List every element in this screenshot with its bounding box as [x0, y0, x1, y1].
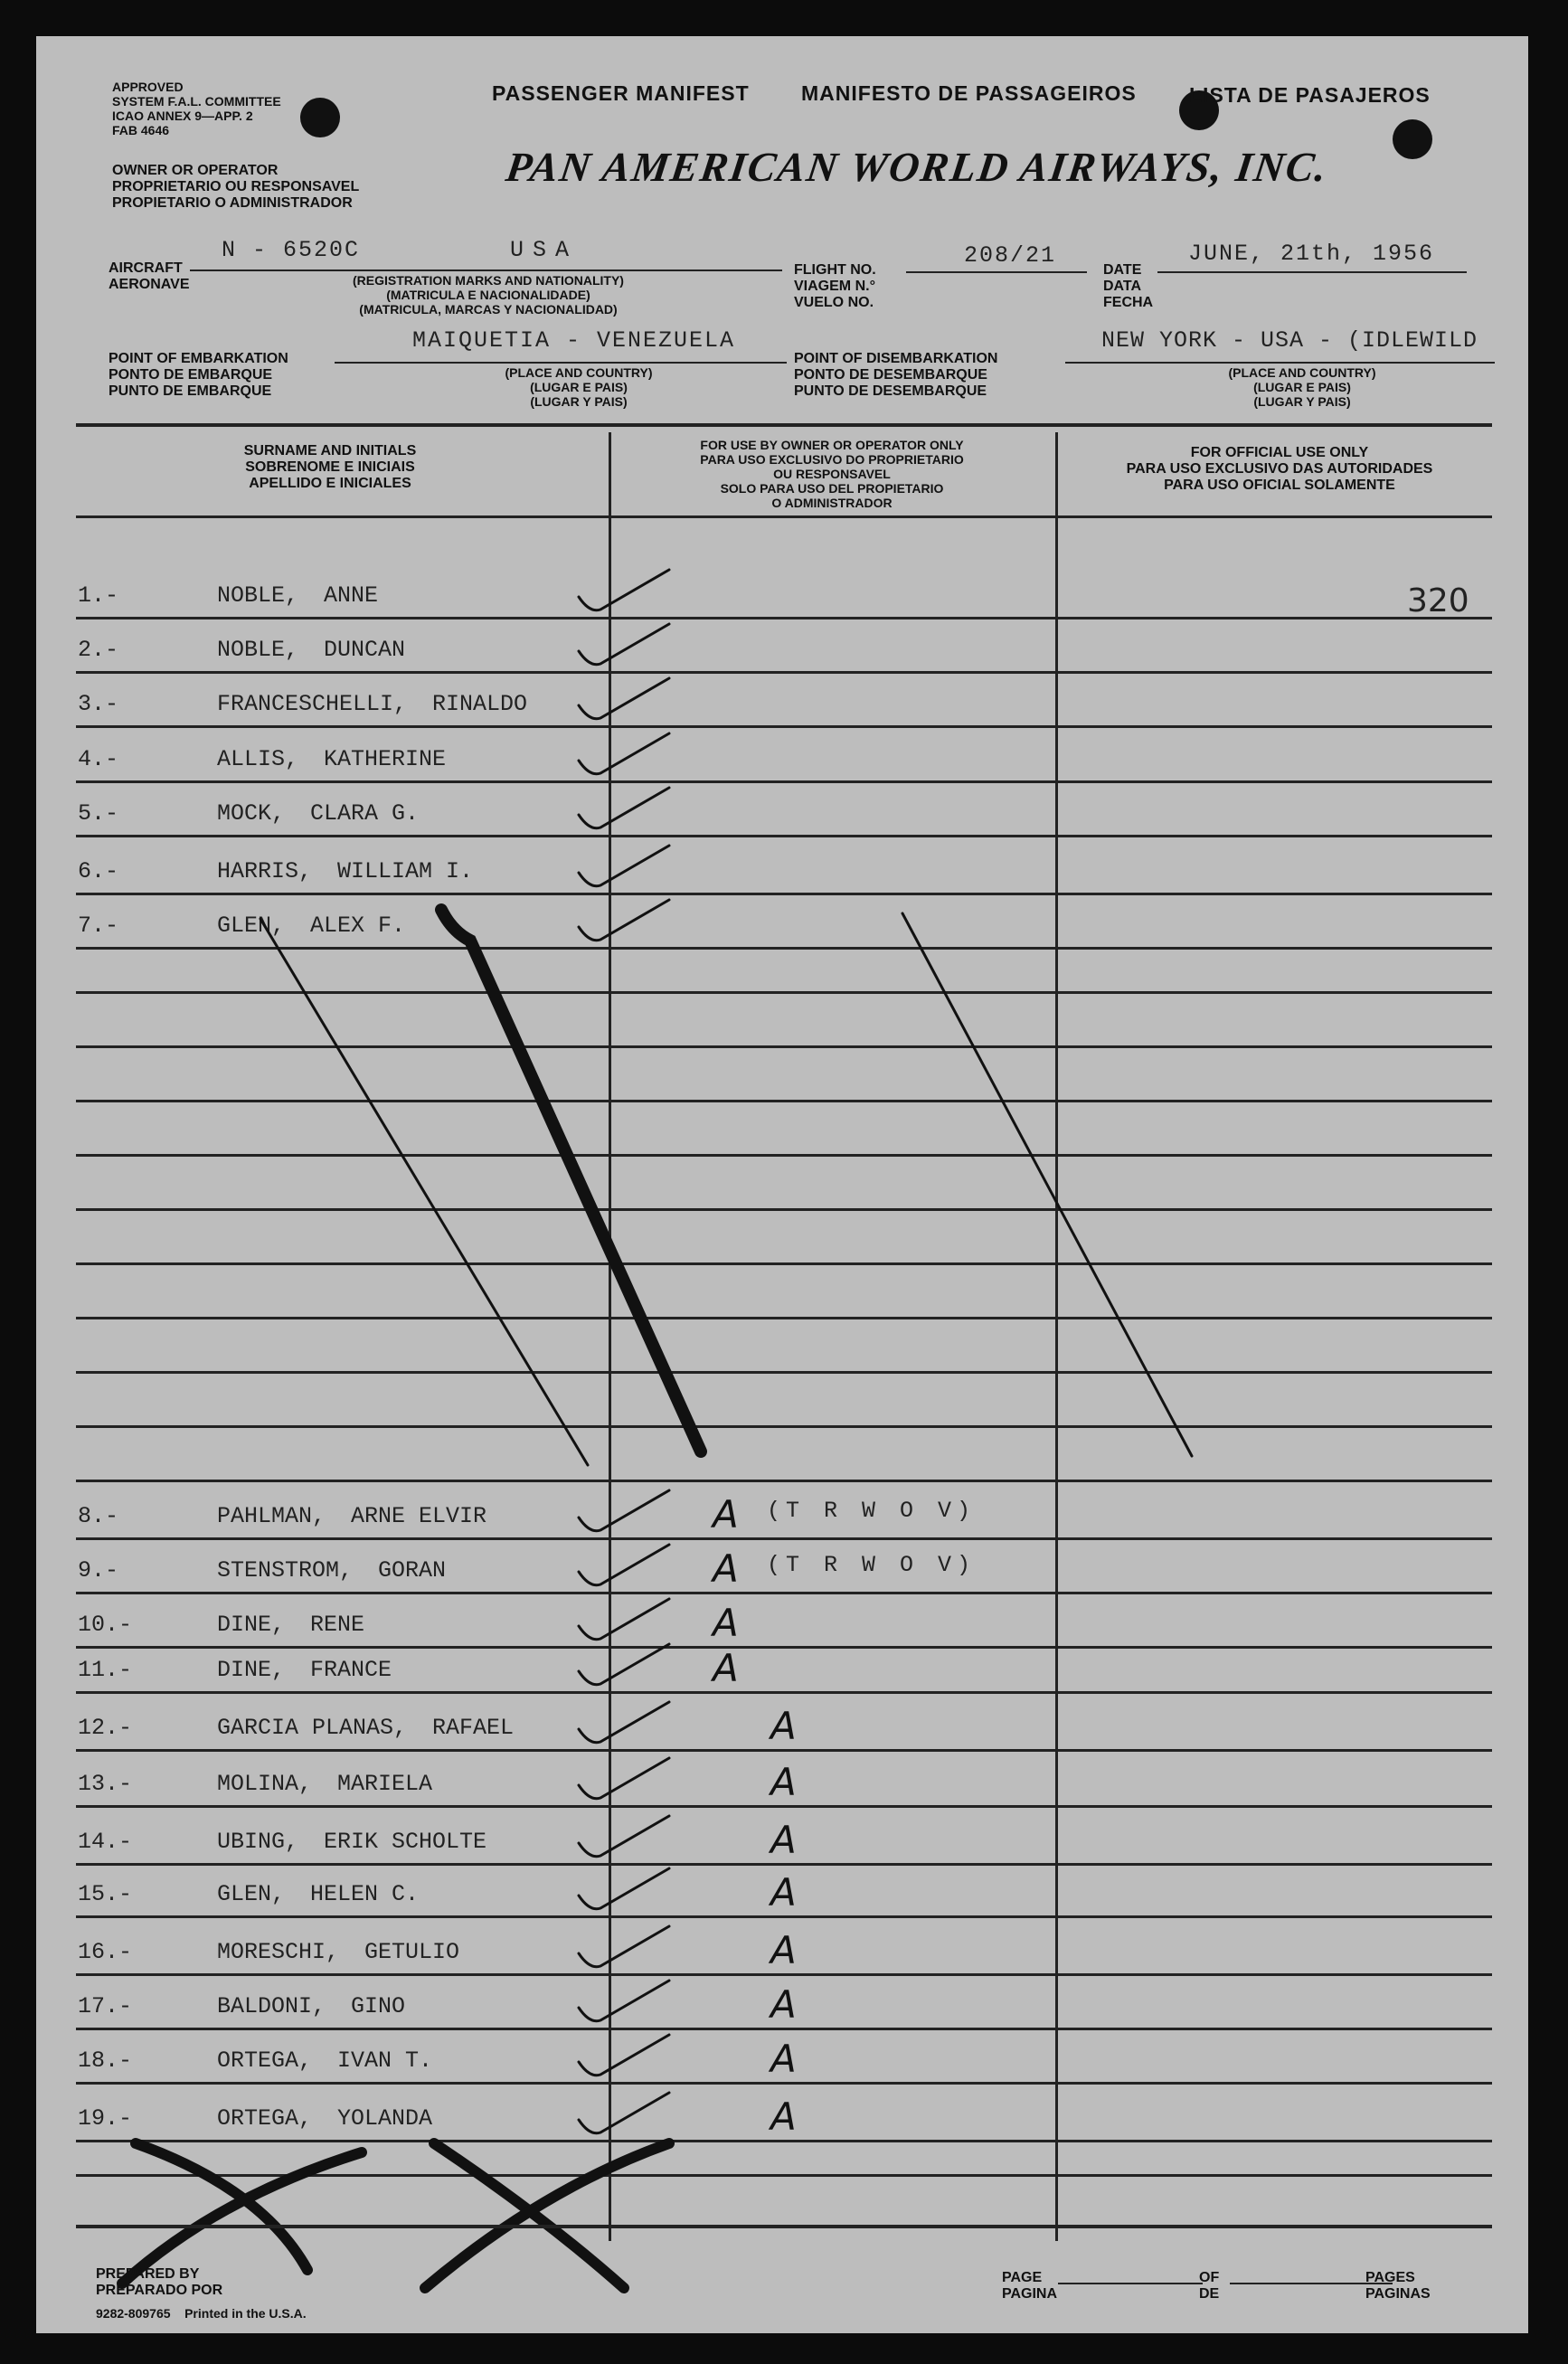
owner-label-es: PROPIETARIO O ADMINISTRADOR [112, 195, 353, 211]
owner-label-en: OWNER OR OPERATOR [112, 163, 279, 178]
passenger-given-name: YOLANDA [337, 2105, 433, 2132]
flight-label-en: FLIGHT NO. [794, 262, 876, 278]
embarkation-sub3: (LUGAR Y PAIS) [530, 394, 628, 409]
passenger-surname: PAHLMAN, [217, 1503, 326, 1529]
check-mark [579, 1981, 669, 2021]
check-mark [579, 678, 669, 719]
passenger-surname: GARCIA PLANAS, [217, 1715, 408, 1741]
aircraft-registration: N - 6520C [222, 237, 361, 263]
approval-mark: A [770, 2037, 797, 2081]
passenger-given-name: HELEN C. [310, 1881, 420, 1907]
title-pt: MANIFESTO DE PASSAGEIROS [801, 81, 1137, 105]
disembarkation-label-es: PUNTO DE DESEMBARQUE [794, 383, 987, 399]
passenger-given-name: FRANCE [310, 1657, 392, 1683]
title-es: LISTA DE PASAJEROS [1189, 83, 1431, 107]
page-label-en: PAGE [1002, 2270, 1043, 2285]
passenger-given-name: CLARA G. [310, 800, 420, 827]
passenger-number: 8.- [78, 1503, 119, 1529]
operator-header-5: O ADMINISTRADOR [771, 496, 893, 510]
pages-label [1365, 2270, 1431, 2303]
official-header-en: FOR OFFICIAL USE ONLY [1190, 445, 1369, 460]
passenger-number: 14.- [78, 1829, 133, 1855]
approval-mark: A [770, 1870, 797, 1915]
approval-mark: A [713, 1646, 739, 1690]
passenger-given-name: RINALDO [432, 691, 528, 717]
manifest-sheet [36, 36, 1528, 2333]
aircraft-sub1: (REGISTRATION MARKS AND NATIONALITY) [353, 273, 624, 288]
passenger-given-name: WILLIAM I. [337, 858, 474, 884]
passenger-given-name: MARIELA [337, 1771, 433, 1797]
check-mark [579, 1490, 669, 1531]
check-mark [579, 1599, 669, 1640]
approval-line: ICAO ANNEX 9—APP. 2 [112, 109, 253, 123]
passenger-note: (T R W O V) [767, 1552, 977, 1578]
passenger-surname: MOCK, [217, 800, 286, 827]
passenger-surname: FRANCESCHELLI, [217, 691, 408, 717]
passenger-number: 15.- [78, 1881, 133, 1907]
passenger-number: 18.- [78, 2047, 133, 2074]
check-mark [579, 624, 669, 665]
prepared-en: PREPARED BY [96, 2266, 200, 2282]
passenger-surname: GLEN, [217, 913, 286, 939]
passenger-surname: NOBLE, [217, 582, 299, 609]
disembarkation-label-pt: PONTO DE DESEMBARQUE [794, 367, 987, 383]
approval-line: SYSTEM F.A.L. COMMITTEE [112, 94, 281, 109]
passenger-surname: GLEN, [217, 1881, 286, 1907]
passenger-surname: HARRIS, [217, 858, 313, 884]
title-en: PASSENGER MANIFEST [492, 81, 750, 105]
passenger-surname: ORTEGA, [217, 2105, 313, 2132]
embarkation-sub2: (LUGAR E PAIS) [530, 380, 628, 394]
passenger-number: 17.- [78, 1993, 133, 2019]
disembarkation-label-en: POINT OF DISEMBARKATION [794, 351, 998, 366]
embarkation-label-pt: PONTO DE EMBARQUE [109, 367, 273, 383]
passenger-surname: ORTEGA, [217, 2047, 313, 2074]
passenger-number: 1.- [78, 582, 119, 609]
approval-mark: A [770, 1704, 797, 1748]
check-mark [579, 846, 669, 886]
check-mark [579, 570, 669, 610]
official-header-pt: PARA USO EXCLUSIVO DAS AUTORIDADES [1126, 461, 1433, 477]
date-label-pt: DATA [1103, 279, 1142, 294]
disembarkation-sub2: (LUGAR E PAIS) [1253, 380, 1351, 394]
passenger-given-name: GORAN [378, 1557, 447, 1584]
cross-mark-1b [122, 2152, 362, 2284]
passenger-surname: MOLINA, [217, 1771, 313, 1797]
embarkation-label-es: PUNTO DE EMBARQUE [109, 383, 272, 399]
passenger-number: 2.- [78, 637, 119, 663]
passenger-surname: UBING, [217, 1829, 299, 1855]
footer-rule [76, 2225, 1492, 2228]
passenger-surname: STENSTROM, [217, 1557, 354, 1584]
names-header-pt: SOBRENOME E INICIAIS [245, 459, 415, 475]
form-number [96, 2306, 307, 2321]
check-mark [579, 788, 669, 828]
check-mark [579, 1545, 669, 1585]
check-mark [579, 1702, 669, 1743]
airline-name: PAN AMERICAN WORLD AIRWAYS, INC. [503, 144, 1332, 190]
aircraft-sub2: (MATRICULA E NACIONALIDADE) [386, 288, 590, 302]
passenger-surname: MORESCHI, [217, 1939, 340, 1965]
date-label-es: FECHA [1103, 295, 1154, 310]
approval-mark: A [770, 1928, 797, 1972]
of-label-en: OF [1199, 2270, 1220, 2285]
names-header-en: SURNAME AND INITIALS [243, 443, 417, 459]
check-mark [579, 2093, 669, 2133]
passenger-number: 6.- [78, 858, 119, 884]
flight-number: 208/21 [964, 242, 1057, 269]
passenger-surname: ALLIS, [217, 746, 299, 772]
passenger-given-name: ARNE ELVIR [351, 1503, 487, 1529]
passenger-number: 10.- [78, 1612, 133, 1638]
date-label-en: DATE [1103, 262, 1142, 278]
of-label [1199, 2270, 1219, 2303]
check-mark [579, 1868, 669, 1909]
prepared-by-label [96, 2266, 222, 2299]
page-label [1002, 2270, 1057, 2303]
approval-mark: A [713, 1492, 739, 1537]
check-mark [579, 733, 669, 774]
of-label-pt: DE [1199, 2286, 1220, 2302]
owner-label-pt: PROPRIETARIO OU RESPONSAVEL [112, 179, 360, 194]
disembarkation-value: NEW YORK - USA - (IDLEWILD [1101, 327, 1478, 354]
aircraft-label-en: AIRCRAFT [109, 260, 183, 276]
prepared-pt: PREPARADO POR [96, 2283, 223, 2298]
passenger-number: 12.- [78, 1715, 133, 1741]
approval-mark: A [770, 1760, 797, 1804]
passenger-given-name: KATHERINE [324, 746, 447, 772]
official-note: 320 [1407, 582, 1469, 619]
passenger-number: 16.- [78, 1939, 133, 1965]
passenger-number: 9.- [78, 1557, 119, 1584]
approval-mark: A [770, 2095, 797, 2139]
passenger-surname: DINE, [217, 1657, 286, 1683]
passenger-surname: BALDONI, [217, 1993, 326, 2019]
approval-mark: A [770, 1818, 797, 1862]
check-mark [579, 1816, 669, 1857]
page-label-pt: PAGINA [1002, 2286, 1058, 2302]
approval-mark: A [713, 1546, 739, 1591]
printed-in-text: Printed in the U.S.A. [184, 2306, 307, 2321]
operator-header-4: SOLO PARA USO DEL PROPIETARIO [720, 481, 944, 496]
approval-mark: A [770, 1982, 797, 2027]
embarkation-value: MAIQUETIA - VENEZUELA [412, 327, 736, 354]
passenger-given-name: GINO [351, 1993, 406, 2019]
operator-header-1: FOR USE BY OWNER OR OPERATOR ONLY [700, 438, 964, 452]
pages-label-pt: PAGINAS [1365, 2286, 1431, 2302]
passenger-note: (T R W O V) [767, 1498, 977, 1524]
passenger-number: 7.- [78, 913, 119, 939]
passenger-given-name: GETULIO [364, 1939, 460, 1965]
check-mark [579, 2035, 669, 2076]
approval-mark: A [713, 1601, 739, 1645]
passenger-given-name: ERIK SCHOLTE [324, 1829, 487, 1855]
embarkation-label-en: POINT OF EMBARKATION [109, 351, 288, 366]
passenger-number: 5.- [78, 800, 119, 827]
aircraft-sub3: (MATRICULA, MARCAS Y NACIONALIDAD) [359, 302, 618, 317]
passenger-surname: NOBLE, [217, 637, 299, 663]
check-mark [579, 1758, 669, 1799]
passenger-number: 3.- [78, 691, 119, 717]
operator-header-3: OU RESPONSAVEL [773, 467, 891, 481]
passenger-number: 11.- [78, 1657, 133, 1683]
void-line-heavy [441, 910, 701, 1451]
form-number-text: 9282-809765 [96, 2306, 171, 2321]
approval-line: FAB 4646 [112, 123, 170, 137]
official-header-es: PARA USO OFICIAL SOLAMENTE [1164, 478, 1395, 493]
disembarkation-sub1: (PLACE AND COUNTRY) [1228, 365, 1376, 380]
check-mark [579, 1644, 669, 1685]
embarkation-sub1: (PLACE AND COUNTRY) [505, 365, 653, 380]
date-value: JUNE, 21th, 1956 [1188, 241, 1435, 267]
pages-label-en: PAGES [1365, 2270, 1415, 2285]
disembarkation-sub3: (LUGAR Y PAIS) [1253, 394, 1351, 409]
passenger-number: 13.- [78, 1771, 133, 1797]
operator-header-2: PARA USO EXCLUSIVO DO PROPRIETARIO [700, 452, 964, 467]
page-underline [1058, 2283, 1203, 2284]
passenger-number: 4.- [78, 746, 119, 772]
passenger-given-name: DUNCAN [324, 637, 406, 663]
void-line-left [260, 919, 588, 1465]
pen-markings [36, 36, 1528, 2333]
check-mark [579, 1926, 669, 1967]
aircraft-label-pt: AERONAVE [109, 277, 190, 292]
approval-line: APPROVED [112, 80, 184, 94]
aircraft-nationality: USA [510, 237, 579, 263]
passenger-surname: DINE, [217, 1612, 286, 1638]
passenger-given-name: ALEX F. [310, 913, 406, 939]
check-mark [579, 900, 669, 941]
passenger-given-name: IVAN T. [337, 2047, 433, 2074]
passenger-given-name: RENE [310, 1612, 365, 1638]
names-header-es: APELLIDO E INICIALES [249, 476, 411, 491]
void-line-right [902, 913, 1192, 1456]
passenger-number: 19.- [78, 2105, 133, 2132]
flight-label-es: VUELO NO. [794, 295, 874, 310]
passenger-given-name: RAFAEL [432, 1715, 515, 1741]
flight-label-pt: VIAGEM N.° [794, 279, 875, 294]
passenger-given-name: ANNE [324, 582, 379, 609]
